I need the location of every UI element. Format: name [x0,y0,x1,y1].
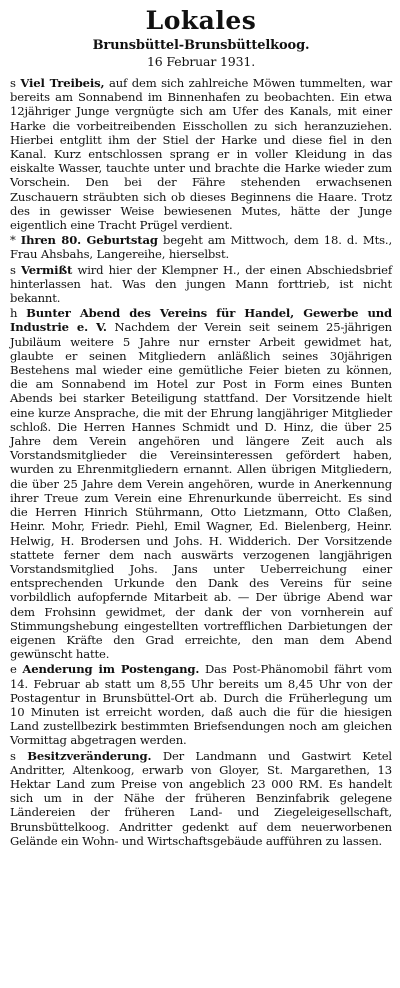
article-marker: h [10,306,18,321]
article-geburtstag [10,233,392,261]
article-marker: s [10,262,16,277]
article-lead: Aenderung im Postengang. [22,662,200,677]
article-body: auf dem sich zahlreiche Möwen tummelten, war bereits am Sonnabend im Binnenhafen zu beobachten. Ein etwa 12jähriger Junge vergnügte sich am Ufer des Kanals, mit einer Harke die vorbeitreibenden Eisschollen zu sich heranzuziehen. Hierbei entglitt ihm der Stiel der Harke und diese fiel in den Kanal. Kurz entschlossen sprang er in voller Kleidung in das eiskalte Wasser, tauchte unter und brachte die Harke wieder zum Vorschein. Den bei der Fähre stehenden erwachsenen Zuschauern sträubten sich ob dieses Beginnens die Haare. Trotz des in gewisser Weise bewiesenen Mutes, hätte der Junge eigentlich eine Tracht Prügel verdient. [10,76,392,233]
article-body: Das Post-Phänomobil fährt vom 14. Februar ab statt um 8,55 Uhr bereits um 8,45 Uhr von der Postagentur in Brunsbüttel-Ort ab. Durch die Früherlegung um 10 Minuten ist erreicht worden, daß auch die für die hiesigen Land zustellbezirk bestimmten Briefsendungen noch am gleichen Vormittag abgetragen werden. [10,662,392,748]
article-body: wird hier der Klempner H., der einen Abschiedsbrief hinterlassen hat. Was den jungen Mann forttrieb, ist nicht bekannt. [10,262,392,306]
article-lead: Viel Treibeis, [20,76,105,90]
article-bunter-abend [10,306,392,661]
article-body: Nachdem der Verein seit seinem 25-jährigen Jubiläum weitere 5 Jahre nur ernster Arbeit gewidmet hat, glaubte er seinen Mitgliedern anläßlich seines 30jährigen Bestehens mal wieder eine gemütliche Feier bieten zu können, die am Sonnabend im Hotel zur Post in Form eines Bunten Abends bei starker Beteiligung stattfand. Der Vorsitzende hielt eine kurze Ansprache, die mit der Ehrung langjähriger Mitglieder schloß. Die Herren Hannes Schmidt und D. Hinz, die über 25 Jahre dem Verein angehören und längere Zeit auch als Vorstandsmitglieder die Vereinsinteressen gefördert haben, wurden zu Ehrenmitgliedern ernannt. Allen übrigen Mitgliedern, die über 25 Jahre dem Verein angehören, wurde in Anerkennung ihrer Treue zum Verein eine Ehrenurkunde überreicht. Es sind die Herren Hinrich Stührmann, Otto Lietzmann, Otto Claßen, Heinr. Mohr, Friedr. Piehl, Emil Wagner, Ed. Bielenberg, Heinr. Helwig, H. Brodersen und Johs. H. Widderich. Der Vorsitzende stattete ferner dem nach auswärts verzogenen langjährigen Vorstandsmitglied Johs. Jans unter Ueberreichung einer entsprechenden Urkunde den Dank des Vereins für seine vorbildlich aufopfernde Mitarbeit ab. — Der übrige Abend war dem Frohsinn gewidmet, der dank der von vornherein auf Stimmungshebung eingestellten vortrefflichen Darbietungen der eigenen Kräfte den Grad erreichte, den man dem Abend gewünscht hatte. [10,320,392,662]
article-treibeis [10,76,392,232]
article-lead: Vermißt [21,262,73,277]
article-marker: e [10,662,17,677]
article-vermisst [10,263,392,306]
article-body: Der Landmann und Gastwirt Ketel Andritter, Altenkoog, erwarb von Gloyer, St. Margarethen, 13 Hektar Land zum Preise von angeblich 23 000 RM. Es handelt sich um in der Nähe der früheren Benzinfabrik gelegene Ländereien der früheren Land- und Ziegeleigesellschaft, Brunsbüttelkoog. Andritter gedenkt auf dem neuerworbenen Gelände ein Wohn- und Wirtschaftsgebäude aufführen zu lassen. [10,748,392,848]
article-postengang [10,662,392,747]
article-marker: s [10,748,16,763]
article-lead: Besitzveränderung. [27,748,152,763]
article-besitzveraenderung [10,749,392,848]
article-marker: * [10,233,16,248]
section-title: Lokales [145,6,257,35]
date-line: 16 Februar 1931. [146,54,256,69]
article-body: begeht am Mittwoch, dem 18. d. Mts., Frau Ahsbahs, Langereihe, hierselbst. [10,233,392,262]
article-marker: s [10,76,16,90]
article-lead: Bunter Abend des Vereins für Handel, Gewerbe und Industrie e. V. [10,306,392,335]
location-line: Brunsbüttel-Brunsbüttelkoog. [92,38,310,53]
article-lead: Ihren 80. Geburtstag [20,233,158,248]
